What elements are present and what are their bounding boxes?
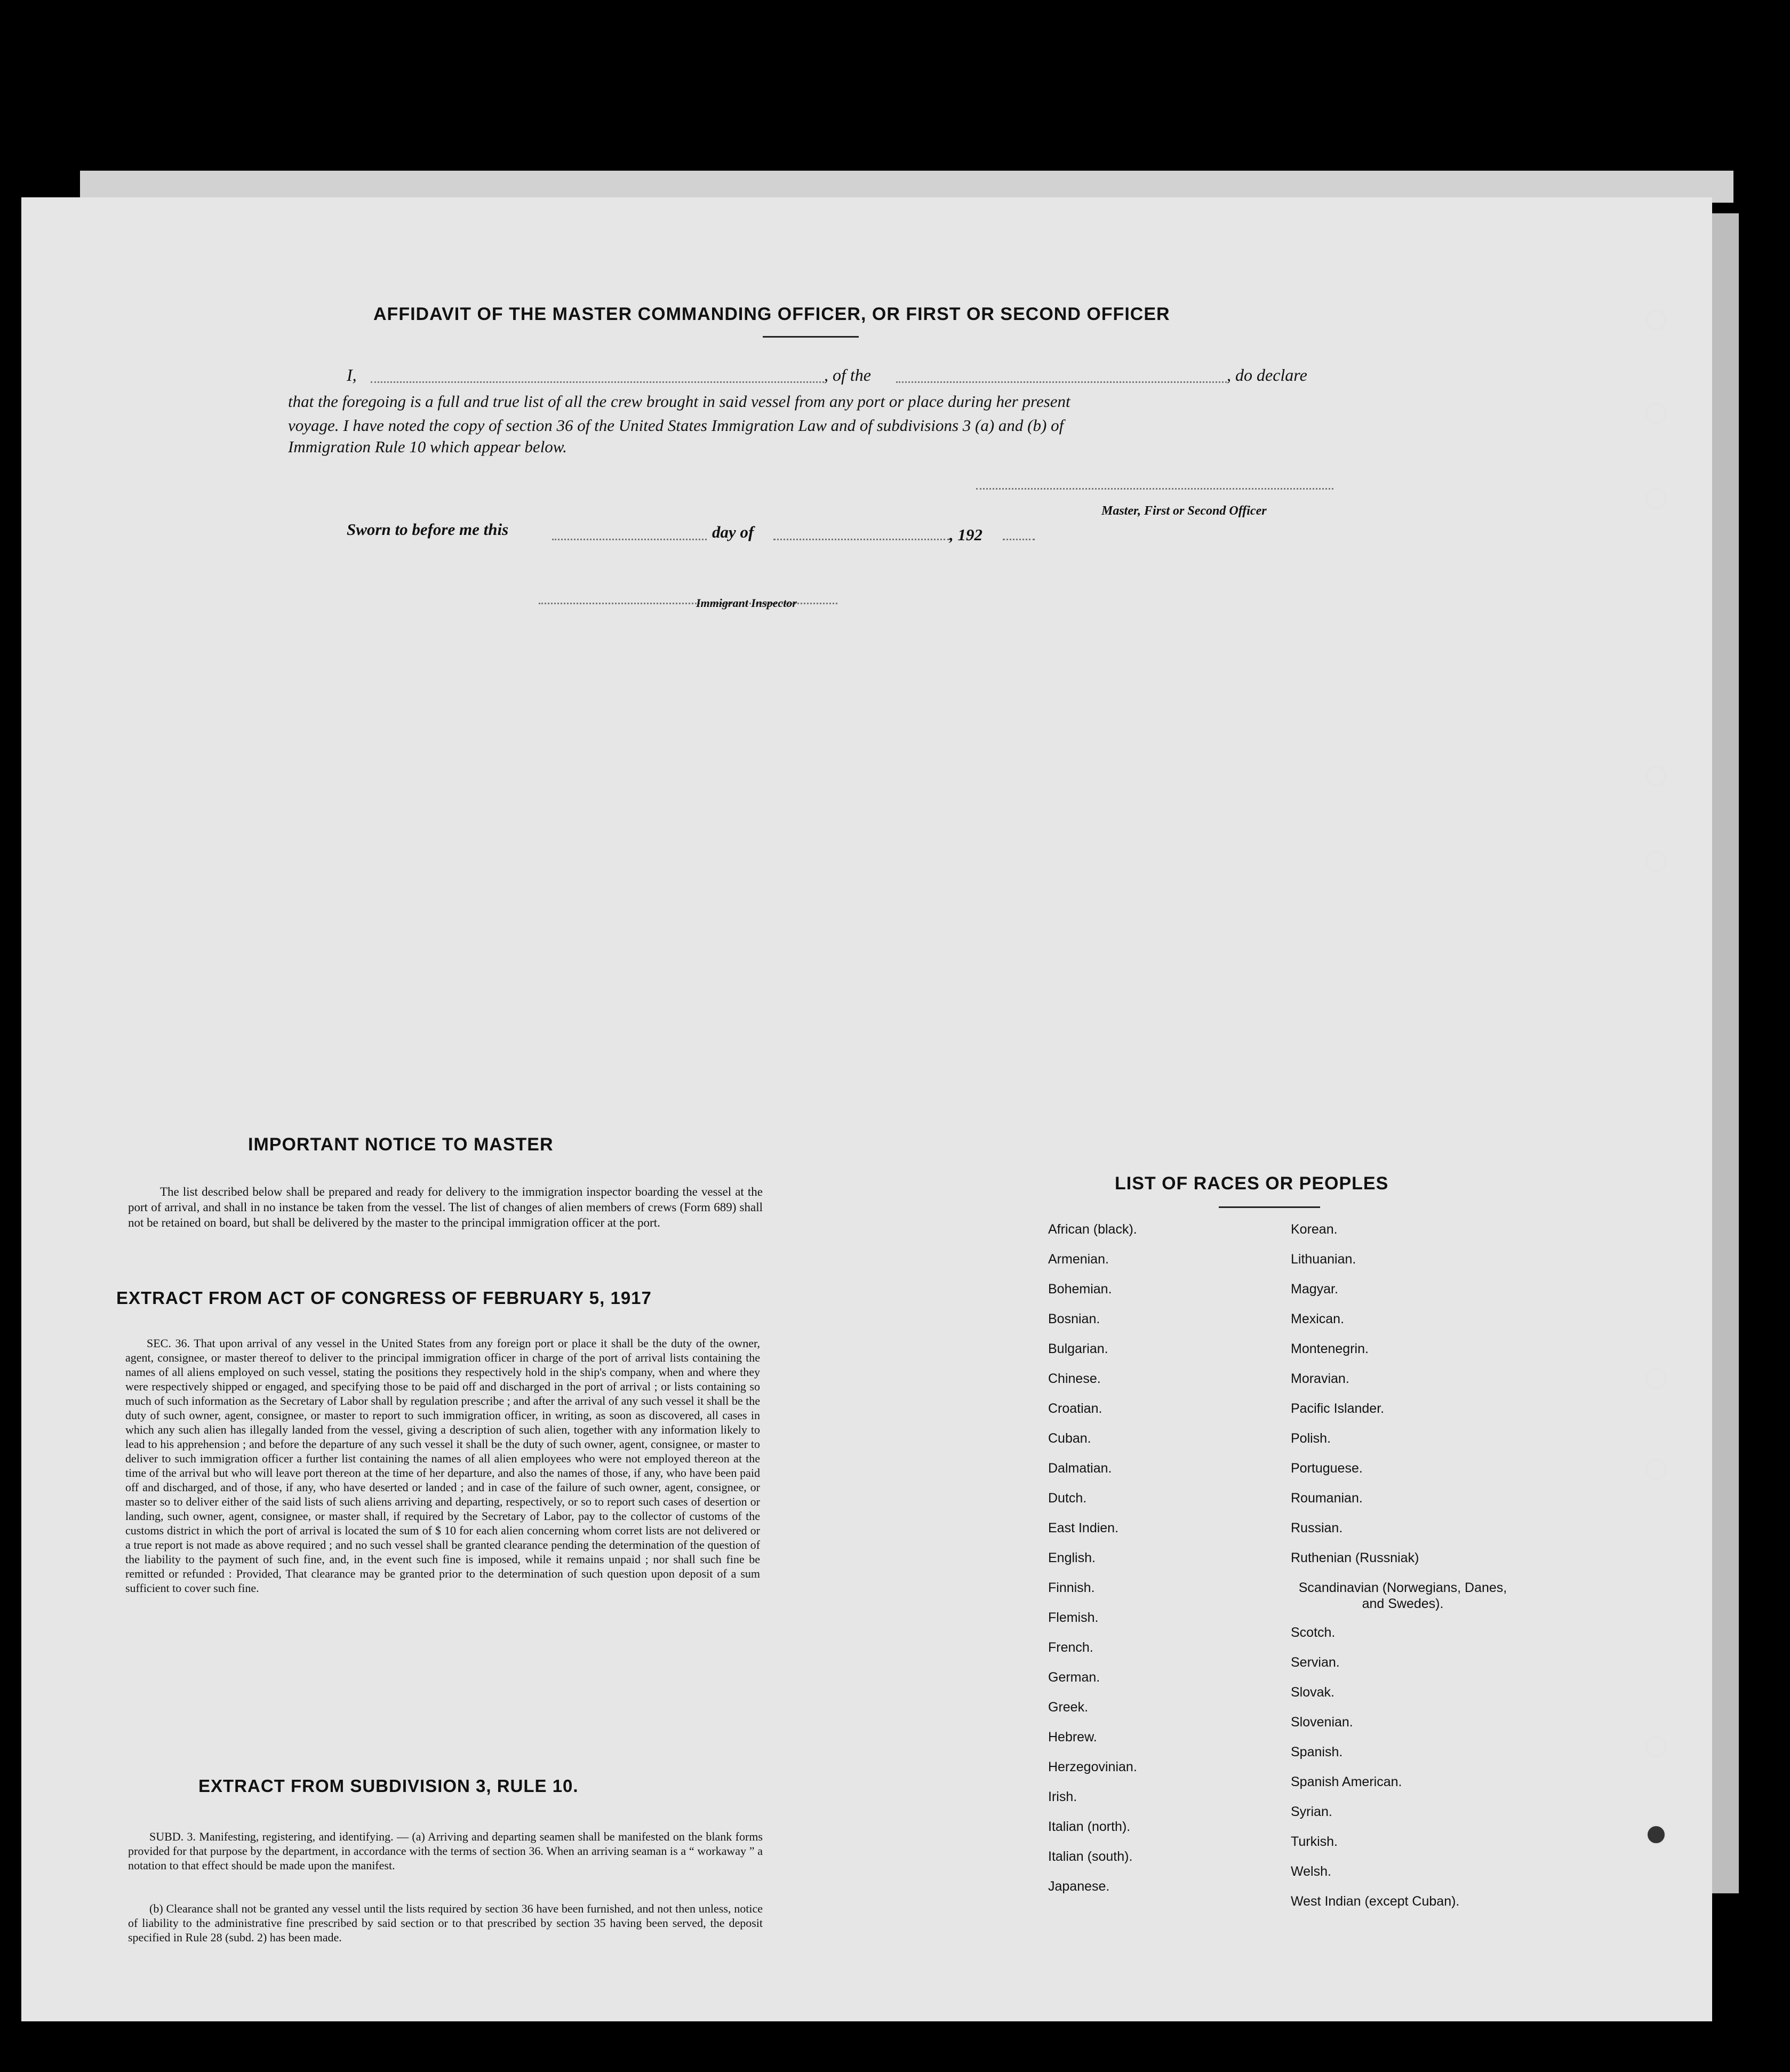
races-title: LIST OF RACES OR PEOPLES [1115, 1173, 1389, 1194]
punch-hole [1645, 403, 1667, 424]
affidavit-line-1: that the foregoing is a full and true list of all the crew brought in said vessel from any port or place during her present [288, 392, 1070, 411]
punch-hole [1645, 1368, 1667, 1389]
master-caption: Master, First or Second Officer [1101, 504, 1267, 518]
form-page [21, 197, 1712, 2021]
race-item: Spanish American. [1291, 1774, 1402, 1789]
race-item: Magyar. [1291, 1282, 1338, 1297]
declarant-name-field[interactable] [371, 381, 824, 383]
vessel-name-field[interactable] [896, 381, 1227, 383]
race-item: French. [1048, 1640, 1093, 1655]
race-item: Turkish. [1291, 1834, 1338, 1849]
day-field[interactable] [552, 539, 707, 540]
race-item: Finnish. [1048, 1580, 1095, 1595]
punch-hole [1645, 488, 1667, 509]
race-item: Herzegovinian. [1048, 1759, 1137, 1774]
race-item: Japanese. [1048, 1879, 1110, 1894]
race-item: Bulgarian. [1048, 1341, 1108, 1356]
notice-title: IMPORTANT NOTICE TO MASTER [248, 1134, 554, 1155]
race-item: Polish. [1291, 1431, 1331, 1446]
race-item: Hebrew. [1048, 1730, 1097, 1745]
race-item: Italian (south). [1048, 1849, 1133, 1864]
race-item: Ruthenian (Russniak) [1291, 1550, 1419, 1565]
race-item: Korean. [1291, 1222, 1338, 1237]
race-item: Spanish. [1291, 1745, 1343, 1759]
act-title: EXTRACT FROM ACT OF CONGRESS OF FEBRUARY 5, 1917 [116, 1288, 652, 1308]
race-item: African (black). [1048, 1222, 1137, 1237]
race-item: Armenian. [1048, 1252, 1109, 1267]
master-signature-field[interactable] [976, 488, 1333, 490]
race-item: Slovenian. [1291, 1715, 1353, 1730]
race-item: Syrian. [1291, 1804, 1332, 1819]
race-item: Slovak. [1291, 1685, 1334, 1700]
inspector-caption: Immigrant Inspector [696, 596, 797, 610]
title-underline [763, 336, 859, 338]
race-item: Croatian. [1048, 1401, 1102, 1416]
day-of-label: day of [712, 523, 754, 541]
race-item: Dutch. [1048, 1491, 1087, 1506]
month-field[interactable] [773, 539, 949, 540]
race-item: West Indian (except Cuban). [1291, 1894, 1460, 1909]
race-item: German. [1048, 1670, 1100, 1685]
of-the-label: , of the [824, 365, 871, 385]
race-item: Irish. [1048, 1789, 1077, 1804]
notice-body: The list described below shall be prepared and ready for delivery to the immigration inspector boarding the vessel at the port of arrival, and shall in no instance be taken from the vessel. The list of changes of alien members of crews (Form 689) shall not be retained on board, but shall be delivered by the master to the principal immigration officer at the port. [128, 1185, 763, 1229]
race-item: Roumanian. [1291, 1491, 1363, 1506]
race-item: Dalmatian. [1048, 1461, 1112, 1476]
affidavit-line-2: voyage. I have noted the copy of section 36 of the United States Immigration Law and of subdivisions 3 (a) and (b) of [288, 416, 1064, 435]
affidavit-title: AFFIDAVIT OF THE MASTER COMMANDING OFFICER, OR FIRST OR SECOND OFFICER [373, 304, 1170, 324]
race-item: Bohemian. [1048, 1282, 1112, 1297]
rule-para-b: (b) Clearance shall not be granted any vessel until the lists required by section 36 have been furnished, and not then unless, notice of liability to the administrative fine prescribed by said section or to that prescribed by section 35 having been served, the deposit specified in Rule 28 (subd. 2) has been made. [128, 1902, 763, 1944]
race-item: English. [1048, 1550, 1096, 1565]
rule-title: EXTRACT FROM SUBDIVISION 3, RULE 10. [198, 1776, 579, 1796]
race-item: Cuban. [1048, 1431, 1091, 1446]
race-item: Bosnian. [1048, 1311, 1100, 1326]
races-title-underline [1219, 1206, 1320, 1208]
punch-hole [1645, 1824, 1667, 1845]
punch-hole [1645, 765, 1667, 787]
do-declare-label: , do declare [1227, 365, 1307, 385]
race-item: Scandinavian (Norwegians, Danes, and Swedes). [1298, 1580, 1507, 1611]
race-item: Greek. [1048, 1700, 1089, 1715]
race-item: Portuguese. [1291, 1461, 1363, 1476]
race-item: Russian. [1291, 1521, 1343, 1535]
act-body: SEC. 36. That upon arrival of any vessel in the United States from any foreign port or place it shall be the duty of the owner, agent, consignee, or master thereof to deliver to the principal immigration officer in charge of the port of arrival lists containing the names of all aliens employed on such vessel, stating the positions they respectively hold in the ship's company, when and where they were respectively shipped or engaged, and specifying those to be paid off and discharged in the port of arrival ; or lists containing so much of such information as the Secretary of Labor shall by regulation prescribe ; and after the arrival of any such vessel it shall be the duty of such owner, agent, consignee, or master to report to such immigration officer, in writing, as soon as discovered, all cases in which any such alien has illegally landed from the vessel, giving a description of such alien, together with any information likely to lead to his apprehension ; and before the departure of any such vessel it shall be the duty of such owner, agent, consignee, or master to deliver to such immigration officer a further list containing the names of all alien employees who were not employed thereon at the time of the arrival but who will leave port thereon at the time of her departure, and also the names of those, if any, who have been paid off and discharged, and of those, if any, who have deserted or landed ; and in case of the failure of such owner, agent, consignee, or master so to deliver either of the said lists of such aliens arriving and departing, respectively, or so to report such cases of desertion or landing, such owner, agent, consignee, or master shall, if required by the Secretary of Labor, pay to the collector of customs of the customs district in which the port of arrival is located the sum of $ 10 for each alien concerning whom corret lists are not delivered or a true report is not made as above required ; and no such vessel shall be granted clearance pending the determination of the question of the liability to the payment of such fine, and, in the event such fine is imposed, while it remains unpaid ; nor shall such fine be remitted or refunded : Provided, That clearance may be granted prior to the determination of such question upon deposit of a sum sufficient to cover such fine. [125, 1337, 760, 1595]
race-item: Welsh. [1291, 1864, 1331, 1879]
race-item: Montenegrin. [1291, 1341, 1369, 1356]
rule-para-a: SUBD. 3. Manifesting, registering, and identifying. — (a) Arriving and departing seamen shall be manifested on the blank forms provided for that purpose by the department, in accordance with the terms of section 36. When an arriving seaman is a “ workaway ” a notation to that effect should be made upon the manifest. [128, 1830, 763, 1872]
race-item: Moravian. [1291, 1371, 1349, 1386]
year-label: , 192 [949, 525, 982, 544]
race-item: Pacific Islander. [1291, 1401, 1385, 1416]
race-item: Scotch. [1291, 1625, 1336, 1640]
race-item: East Indien. [1048, 1521, 1119, 1535]
year-field[interactable] [1003, 539, 1035, 540]
punch-hole [1645, 851, 1667, 872]
race-item: Mexican. [1291, 1311, 1345, 1326]
sworn-label: Sworn to before me this [347, 520, 509, 539]
punch-hole [1645, 309, 1667, 331]
declarant-label: I, [347, 365, 357, 385]
race-item: Chinese. [1048, 1371, 1101, 1386]
race-item: Lithuanian. [1291, 1252, 1356, 1267]
race-item: Flemish. [1048, 1610, 1099, 1625]
affidavit-line-3: Immigration Rule 10 which appear below. [288, 437, 567, 456]
race-item: Servian. [1291, 1655, 1340, 1670]
punch-hole [1645, 1459, 1667, 1480]
race-item: Italian (north). [1048, 1819, 1131, 1834]
punch-hole [1645, 1736, 1667, 1757]
